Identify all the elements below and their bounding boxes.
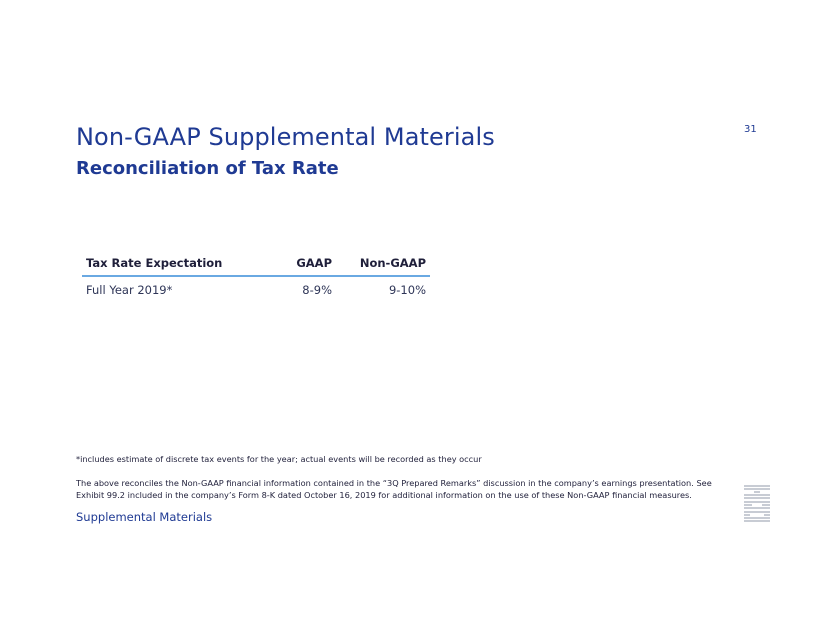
column-header-non-gaap: Non-GAAP <box>359 256 426 270</box>
column-header-gaap: GAAP <box>296 256 332 270</box>
footnote: *includes estimate of discrete tax events for the year; actual events will be recorded as they occur <box>76 454 482 464</box>
tax-rate-table <box>82 256 430 301</box>
disclaimer-text: The above reconciles the Non-GAAP financial information contained in the “3Q Prepared Remarks” discussion in the company’s earnings presentation. See Exhibit 99.2 included in the company’s Form 8-K dated October 16, 2019 for additional information on the use of these Non-GAAP financial measures. <box>76 478 712 500</box>
column-header-tax-rate-expectation: Tax Rate Expectation <box>86 256 223 270</box>
page-title: Non-GAAP Supplemental Materials <box>76 123 495 151</box>
page-number: 31 <box>744 124 757 135</box>
table-row <box>82 283 430 301</box>
page-subtitle: Reconciliation of Tax Rate <box>76 158 339 179</box>
row-label: Full Year 2019* <box>86 283 173 297</box>
table-header-divider <box>82 275 430 277</box>
non-gaap-value: 9-10% <box>388 283 426 297</box>
footer-label: Supplemental Materials <box>76 510 213 524</box>
table-header-row <box>82 256 430 274</box>
ibm-logo-icon <box>742 484 772 524</box>
gaap-value: 8-9% <box>302 283 332 297</box>
